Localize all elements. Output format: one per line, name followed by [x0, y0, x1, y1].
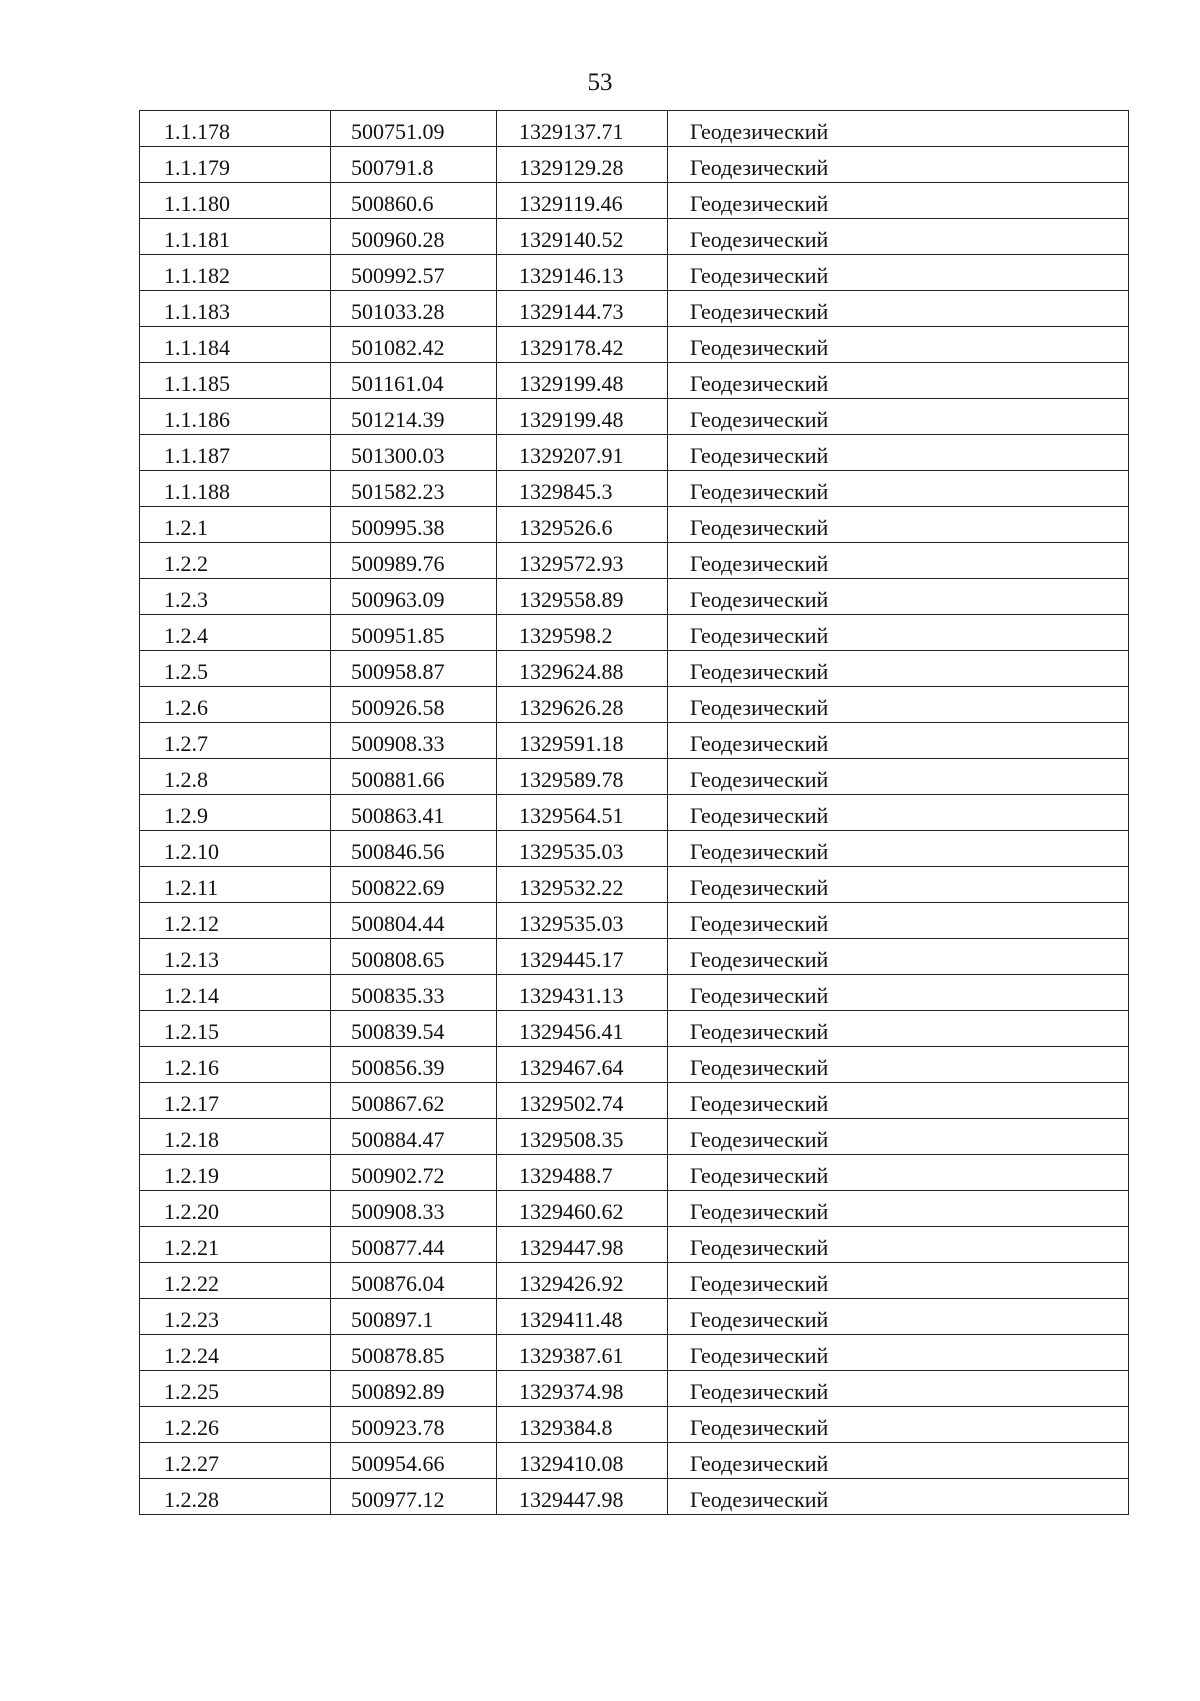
table-row	[140, 939, 1129, 975]
table-row	[140, 975, 1129, 1011]
table-row	[140, 543, 1129, 579]
coordinate-y-cell: 1329591.18	[497, 723, 668, 759]
table-row	[140, 507, 1129, 543]
coordinate-x-cell: 500877.44	[331, 1227, 497, 1263]
point-id-cell: 1.1.183	[140, 291, 331, 327]
page-number: 53	[587, 69, 613, 96]
coordinate-x-cell: 500954.66	[331, 1443, 497, 1479]
coordinate-x-cell: 500839.54	[331, 1011, 497, 1047]
table-row	[140, 183, 1129, 219]
coordinate-y-cell: 1329626.28	[497, 687, 668, 723]
determination-method-cell: Геодезический	[668, 255, 1129, 291]
table-row	[140, 1011, 1129, 1047]
coordinate-x-cell: 501082.42	[331, 327, 497, 363]
coordinate-x-cell: 500751.09	[331, 111, 497, 147]
point-id-cell: 1.1.182	[140, 255, 331, 291]
determination-method-cell: Геодезический	[668, 975, 1129, 1011]
coordinate-y-cell: 1329146.13	[497, 255, 668, 291]
coordinate-x-cell: 500846.56	[331, 831, 497, 867]
determination-method-cell: Геодезический	[668, 183, 1129, 219]
coordinate-y-cell: 1329411.48	[497, 1299, 668, 1335]
table-row	[140, 327, 1129, 363]
coordinates-table	[139, 110, 1129, 1515]
table-row	[140, 255, 1129, 291]
coordinate-y-cell: 1329144.73	[497, 291, 668, 327]
coordinate-x-cell: 500960.28	[331, 219, 497, 255]
coordinate-y-cell: 1329508.35	[497, 1119, 668, 1155]
coordinate-y-cell: 1329207.91	[497, 435, 668, 471]
coordinate-x-cell: 500856.39	[331, 1047, 497, 1083]
coordinate-x-cell: 500923.78	[331, 1407, 497, 1443]
coordinate-x-cell: 500804.44	[331, 903, 497, 939]
table-row	[140, 1371, 1129, 1407]
point-id-cell: 1.2.12	[140, 903, 331, 939]
coordinate-y-cell: 1329467.64	[497, 1047, 668, 1083]
determination-method-cell: Геодезический	[668, 903, 1129, 939]
coordinate-x-cell: 501161.04	[331, 363, 497, 399]
coordinate-x-cell: 500926.58	[331, 687, 497, 723]
point-id-cell: 1.1.184	[140, 327, 331, 363]
point-id-cell: 1.2.28	[140, 1479, 331, 1515]
table-row	[140, 867, 1129, 903]
table-row	[140, 1083, 1129, 1119]
determination-method-cell: Геодезический	[668, 1479, 1129, 1515]
coordinate-y-cell: 1329624.88	[497, 651, 668, 687]
coordinate-x-cell: 500908.33	[331, 723, 497, 759]
table-row	[140, 399, 1129, 435]
point-id-cell: 1.1.186	[140, 399, 331, 435]
coordinate-x-cell: 500867.62	[331, 1083, 497, 1119]
determination-method-cell: Геодезический	[668, 147, 1129, 183]
point-id-cell: 1.1.187	[140, 435, 331, 471]
coordinate-y-cell: 1329572.93	[497, 543, 668, 579]
determination-method-cell: Геодезический	[668, 651, 1129, 687]
point-id-cell: 1.2.7	[140, 723, 331, 759]
determination-method-cell: Геодезический	[668, 723, 1129, 759]
table-row	[140, 651, 1129, 687]
coordinate-x-cell: 500791.8	[331, 147, 497, 183]
coordinate-x-cell: 501300.03	[331, 435, 497, 471]
determination-method-cell: Геодезический	[668, 795, 1129, 831]
coordinate-y-cell: 1329140.52	[497, 219, 668, 255]
determination-method-cell: Геодезический	[668, 1191, 1129, 1227]
coordinate-y-cell: 1329532.22	[497, 867, 668, 903]
table-row	[140, 1047, 1129, 1083]
coordinate-y-cell: 1329410.08	[497, 1443, 668, 1479]
point-id-cell: 1.2.8	[140, 759, 331, 795]
determination-method-cell: Геодезический	[668, 1335, 1129, 1371]
coordinate-y-cell: 1329426.92	[497, 1263, 668, 1299]
table-row	[140, 1335, 1129, 1371]
coordinate-y-cell: 1329460.62	[497, 1191, 668, 1227]
coordinate-x-cell: 500995.38	[331, 507, 497, 543]
point-id-cell: 1.1.178	[140, 111, 331, 147]
point-id-cell: 1.2.16	[140, 1047, 331, 1083]
determination-method-cell: Геодезический	[668, 687, 1129, 723]
point-id-cell: 1.2.18	[140, 1119, 331, 1155]
determination-method-cell: Геодезический	[668, 543, 1129, 579]
coordinate-y-cell: 1329456.41	[497, 1011, 668, 1047]
table-row	[140, 723, 1129, 759]
point-id-cell: 1.2.21	[140, 1227, 331, 1263]
point-id-cell: 1.2.25	[140, 1371, 331, 1407]
coordinate-y-cell: 1329845.3	[497, 471, 668, 507]
point-id-cell: 1.2.4	[140, 615, 331, 651]
point-id-cell: 1.2.15	[140, 1011, 331, 1047]
determination-method-cell: Геодезический	[668, 1155, 1129, 1191]
determination-method-cell: Геодезический	[668, 435, 1129, 471]
table-row	[140, 471, 1129, 507]
coordinate-x-cell: 501033.28	[331, 291, 497, 327]
coordinate-y-cell: 1329387.61	[497, 1335, 668, 1371]
coordinate-y-cell: 1329535.03	[497, 903, 668, 939]
coordinate-x-cell: 500963.09	[331, 579, 497, 615]
table-row	[140, 1119, 1129, 1155]
coordinate-x-cell: 500897.1	[331, 1299, 497, 1335]
point-id-cell: 1.2.13	[140, 939, 331, 975]
table-row	[140, 1155, 1129, 1191]
determination-method-cell: Геодезический	[668, 615, 1129, 651]
point-id-cell: 1.2.3	[140, 579, 331, 615]
determination-method-cell: Геодезический	[668, 1047, 1129, 1083]
coordinate-x-cell: 500835.33	[331, 975, 497, 1011]
point-id-cell: 1.1.185	[140, 363, 331, 399]
determination-method-cell: Геодезический	[668, 1263, 1129, 1299]
determination-method-cell: Геодезический	[668, 291, 1129, 327]
coordinate-x-cell: 501582.23	[331, 471, 497, 507]
coordinate-y-cell: 1329445.17	[497, 939, 668, 975]
table-row	[140, 831, 1129, 867]
coordinate-x-cell: 500951.85	[331, 615, 497, 651]
point-id-cell: 1.2.22	[140, 1263, 331, 1299]
coordinate-x-cell: 500878.85	[331, 1335, 497, 1371]
table-row	[140, 615, 1129, 651]
coordinate-y-cell: 1329488.7	[497, 1155, 668, 1191]
coordinate-y-cell: 1329447.98	[497, 1227, 668, 1263]
point-id-cell: 1.2.5	[140, 651, 331, 687]
table-row	[140, 795, 1129, 831]
determination-method-cell: Геодезический	[668, 1443, 1129, 1479]
point-id-cell: 1.2.19	[140, 1155, 331, 1191]
point-id-cell: 1.2.6	[140, 687, 331, 723]
coordinate-y-cell: 1329431.13	[497, 975, 668, 1011]
table-row	[140, 903, 1129, 939]
determination-method-cell: Геодезический	[668, 507, 1129, 543]
coordinate-y-cell: 1329598.2	[497, 615, 668, 651]
point-id-cell: 1.2.10	[140, 831, 331, 867]
coordinate-y-cell: 1329447.98	[497, 1479, 668, 1515]
determination-method-cell: Геодезический	[668, 1083, 1129, 1119]
determination-method-cell: Геодезический	[668, 1407, 1129, 1443]
coordinate-x-cell: 500822.69	[331, 867, 497, 903]
coordinate-x-cell: 500808.65	[331, 939, 497, 975]
coordinate-x-cell: 500876.04	[331, 1263, 497, 1299]
coordinate-x-cell: 500992.57	[331, 255, 497, 291]
determination-method-cell: Геодезический	[668, 867, 1129, 903]
point-id-cell: 1.2.20	[140, 1191, 331, 1227]
point-id-cell: 1.2.9	[140, 795, 331, 831]
coordinate-x-cell: 500908.33	[331, 1191, 497, 1227]
point-id-cell: 1.2.24	[140, 1335, 331, 1371]
coordinates-table-body	[140, 111, 1129, 1515]
determination-method-cell: Геодезический	[668, 579, 1129, 615]
point-id-cell: 1.1.180	[140, 183, 331, 219]
coordinate-y-cell: 1329558.89	[497, 579, 668, 615]
table-row	[140, 1191, 1129, 1227]
table-row	[140, 1443, 1129, 1479]
coordinate-x-cell: 500881.66	[331, 759, 497, 795]
point-id-cell: 1.2.27	[140, 1443, 331, 1479]
point-id-cell: 1.1.179	[140, 147, 331, 183]
table-row	[140, 435, 1129, 471]
point-id-cell: 1.2.11	[140, 867, 331, 903]
determination-method-cell: Геодезический	[668, 219, 1129, 255]
determination-method-cell: Геодезический	[668, 1371, 1129, 1407]
determination-method-cell: Геодезический	[668, 327, 1129, 363]
determination-method-cell: Геодезический	[668, 831, 1129, 867]
table-row	[140, 1299, 1129, 1335]
table-row	[140, 219, 1129, 255]
coordinate-y-cell: 1329384.8	[497, 1407, 668, 1443]
coordinate-y-cell: 1329178.42	[497, 327, 668, 363]
determination-method-cell: Геодезический	[668, 111, 1129, 147]
determination-method-cell: Геодезический	[668, 1119, 1129, 1155]
coordinate-y-cell: 1329502.74	[497, 1083, 668, 1119]
determination-method-cell: Геодезический	[668, 363, 1129, 399]
determination-method-cell: Геодезический	[668, 1011, 1129, 1047]
coordinate-y-cell: 1329589.78	[497, 759, 668, 795]
coordinate-x-cell: 500958.87	[331, 651, 497, 687]
table-row	[140, 291, 1129, 327]
coordinate-y-cell: 1329119.46	[497, 183, 668, 219]
coordinate-x-cell: 500860.6	[331, 183, 497, 219]
coordinate-y-cell: 1329199.48	[497, 363, 668, 399]
coordinate-y-cell: 1329564.51	[497, 795, 668, 831]
point-id-cell: 1.2.14	[140, 975, 331, 1011]
table-row	[140, 759, 1129, 795]
determination-method-cell: Геодезический	[668, 1299, 1129, 1335]
determination-method-cell: Геодезический	[668, 1227, 1129, 1263]
point-id-cell: 1.2.17	[140, 1083, 331, 1119]
table-row	[140, 111, 1129, 147]
coordinate-x-cell: 500902.72	[331, 1155, 497, 1191]
coordinate-x-cell: 500977.12	[331, 1479, 497, 1515]
determination-method-cell: Геодезический	[668, 471, 1129, 507]
table-row	[140, 1263, 1129, 1299]
table-row	[140, 687, 1129, 723]
coordinate-y-cell: 1329129.28	[497, 147, 668, 183]
point-id-cell: 1.2.26	[140, 1407, 331, 1443]
coordinate-x-cell: 500884.47	[331, 1119, 497, 1155]
determination-method-cell: Геодезический	[668, 399, 1129, 435]
coordinate-y-cell: 1329535.03	[497, 831, 668, 867]
table-row	[140, 363, 1129, 399]
coordinate-x-cell: 500892.89	[331, 1371, 497, 1407]
determination-method-cell: Геодезический	[668, 939, 1129, 975]
point-id-cell: 1.1.188	[140, 471, 331, 507]
coordinate-y-cell: 1329526.6	[497, 507, 668, 543]
point-id-cell: 1.2.1	[140, 507, 331, 543]
point-id-cell: 1.2.23	[140, 1299, 331, 1335]
point-id-cell: 1.1.181	[140, 219, 331, 255]
coordinate-x-cell: 500989.76	[331, 543, 497, 579]
determination-method-cell: Геодезический	[668, 759, 1129, 795]
table-row	[140, 1407, 1129, 1443]
coordinate-y-cell: 1329199.48	[497, 399, 668, 435]
point-id-cell: 1.2.2	[140, 543, 331, 579]
table-row	[140, 579, 1129, 615]
coordinate-x-cell: 500863.41	[331, 795, 497, 831]
coordinate-y-cell: 1329137.71	[497, 111, 668, 147]
table-row	[140, 1227, 1129, 1263]
coordinate-x-cell: 501214.39	[331, 399, 497, 435]
table-row	[140, 147, 1129, 183]
table-row	[140, 1479, 1129, 1515]
coordinate-y-cell: 1329374.98	[497, 1371, 668, 1407]
